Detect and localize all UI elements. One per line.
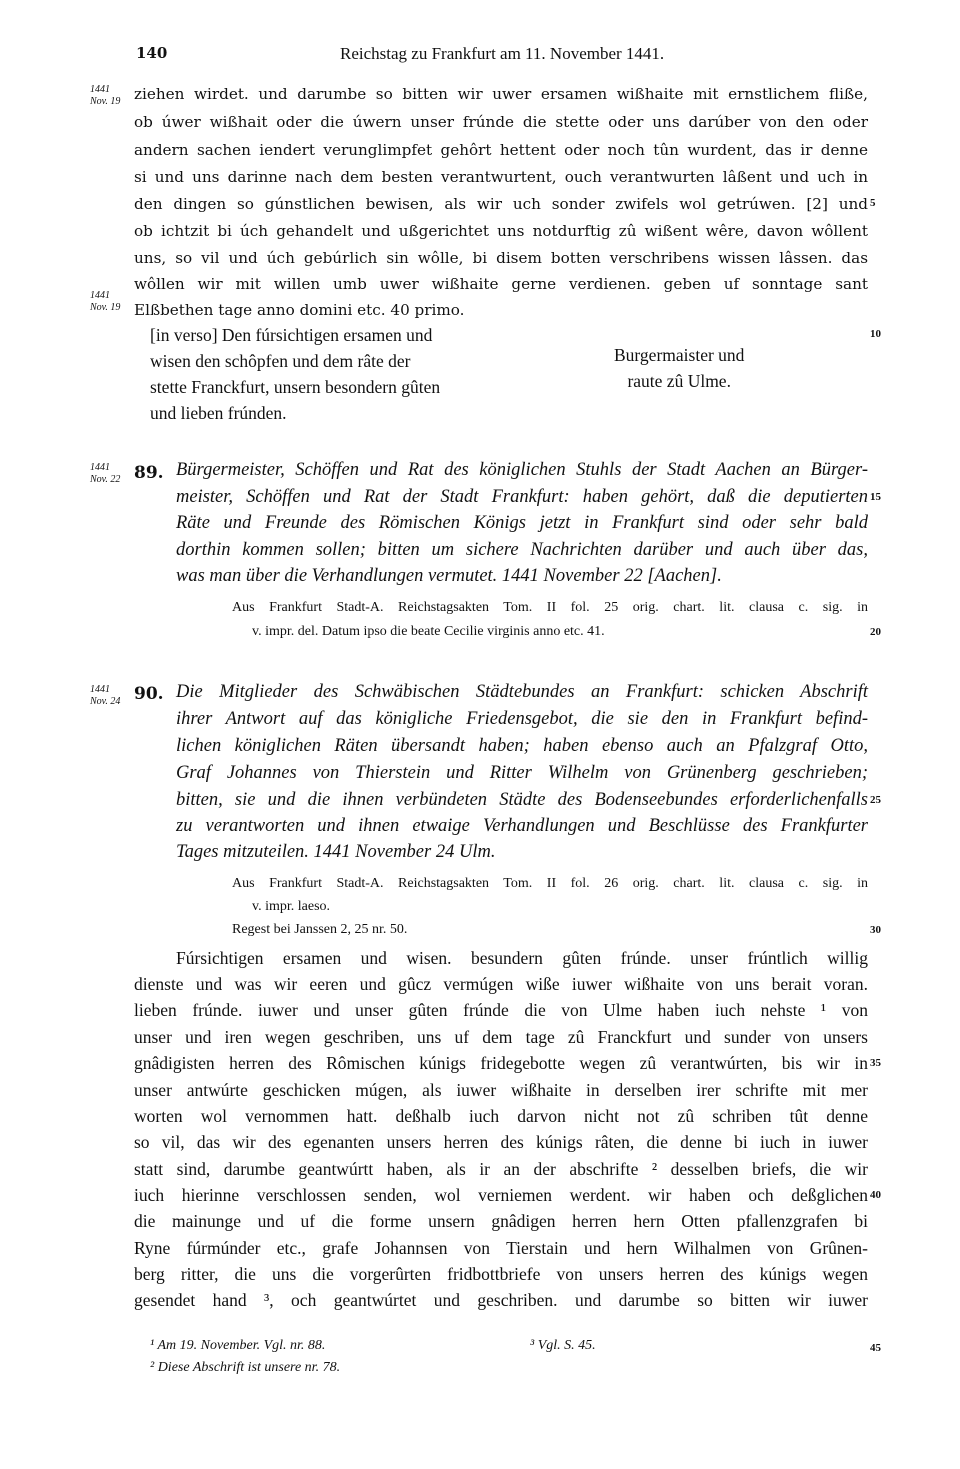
text-line: si und uns darinne nach dem besten verantwurtent, ouch verantwurten lâßent und uch in xyxy=(134,168,868,186)
text-line: Elßbethen tage anno domini etc. 40 primo. xyxy=(134,301,465,319)
text-line: ob ichtzit bi úch gehandelt und ußgerichtet uns notdurftig zû wißent wêre, davon wôllent xyxy=(134,222,868,240)
margin-year: 1441 xyxy=(90,84,110,95)
source-line: v. impr. del. Datum ipso die beate Cecilie virginis anno etc. 41. xyxy=(252,624,605,639)
source-line: Aus Frankfurt Stadt-A. Reichstagsakten Tom. II fol. 26 orig. chart. lit. clausa c. sig. in xyxy=(232,876,868,891)
margin-year: 1441 xyxy=(90,462,110,473)
margin-date: Nov. 22 xyxy=(90,474,121,485)
address-line: und lieben frúnden. xyxy=(150,403,287,423)
source-line: v. impr. laeso. xyxy=(252,899,331,914)
letter-line: die mainunge und uf die forme unsern gnâdigen herren hern Otten pfallenzgrafen bi xyxy=(134,1211,868,1231)
letter-line: Ryne fúrmúnder etc., grafe Johannsen von Tierstain und hern Wilhalmen von Grûnen- xyxy=(134,1238,868,1258)
regest-line: meister, Schöffen und Rat der Stadt Frankfurt: haben gehört, daß die deputierten xyxy=(176,487,868,507)
regest-line: zu verantworten und ihnen etwaige Verhandlungen und Beschlüsse des Frankfurter xyxy=(176,816,868,836)
signature-line: Burgermaister und xyxy=(614,345,745,365)
entry-number: 89. xyxy=(134,463,164,483)
letter-line: gnâdigisten herren des Rômischen kúnigs fridegebotte wegen zû verantwúrten, bis wir in xyxy=(134,1053,868,1073)
address-line: stette Franckfurt, unsern besondern gûten xyxy=(150,377,441,397)
regest-line: Tages mitzuteilen. 1441 November 24 Ulm. xyxy=(176,842,496,862)
signature-line: raute zû Ulme. xyxy=(627,371,731,391)
letter-line: dienste und was wir eeren und gûcz vermúgen wiße iuwer wißhaite von uns berait voran. xyxy=(134,974,868,994)
regest-line: Bürgermeister, Schöffen und Rat des königlichen Stuhls der Stadt Aachen an Bürger- xyxy=(176,460,868,480)
margin-date: Nov. 24 xyxy=(90,696,121,707)
letter-line: gesendet hand ³, och geantwúrtet und geschriben. und darumbe so bitten wir iuwer xyxy=(134,1290,868,1310)
line-number: 10 xyxy=(870,328,881,340)
regest-line: ihrer Antwort auf das königliche Friedensgebot, die sie den in Frankfurt befind- xyxy=(176,709,868,729)
letter-line: lieben frúnde. iuwer und unser gûten frúnde die von Ulme haben iuch nehste ¹ von xyxy=(134,1000,868,1020)
footnote: ¹ Am 19. November. Vgl. nr. 88. xyxy=(150,1338,326,1353)
line-number: 25 xyxy=(870,794,881,806)
letter-line: iuch hierinne verschlossen senden, wol verniemen werdent. wir haben och deßglichen xyxy=(134,1185,868,1205)
letter-line: unser antwúrte geschicken múgen, als iuwer wißhaite in derselben irer schrifte mit mer xyxy=(134,1080,868,1100)
regest-line: Graf Johannes von Thierstein und Ritter Wilhelm von Grünenberg geschrieben; xyxy=(176,763,868,783)
running-title: Reichstag zu Frankfurt am 11. November 1441. xyxy=(340,44,665,63)
page-number: 140 xyxy=(136,44,168,62)
address-line: [in verso] Den fúrsichtigen ersamen und xyxy=(150,325,433,345)
address-line: wisen den schôpfen und dem râte der xyxy=(150,351,411,371)
margin-date-note xyxy=(90,684,132,708)
margin-date-note xyxy=(90,290,132,314)
text-line: ziehen wirdet. und darumbe so bitten wir uwer ersamen wißhaite mit ernstlichem fliße, xyxy=(134,85,868,103)
source-line: Regest bei Janssen 2, 25 nr. 50. xyxy=(232,922,408,937)
line-number: 35 xyxy=(870,1057,881,1069)
footnote: ³ Vgl. S. 45. xyxy=(530,1338,596,1353)
margin-year: 1441 xyxy=(90,290,110,301)
text-line: uns, so vil und úch gebúrlich sin wôlle, bi disem botten verschribens wissen lâssen. das xyxy=(134,249,868,267)
letter-line: statt sind, darumbe geantwúrtt haben, als ir an der abschrifte ² desselben briefs, die wir xyxy=(134,1159,868,1179)
text-line: andern sachen iendert verunglimpfet gehôrt hettent oder noch tûn wurdent, das ir denne xyxy=(134,141,868,159)
margin-date: Nov. 19 xyxy=(90,96,121,107)
text-line: wôllen wir mit willen umb uwer wißhaite gerne verdienen. geben uf sonntage sant xyxy=(134,275,868,293)
text-line: ob úwer wißhait oder die úwern unser frúnde die stette oder uns darúber von den oder xyxy=(134,113,868,131)
letter-line: Fúrsichtigen ersamen und wisen. besundern gûten frúnde. unser frúntlich willig xyxy=(176,948,868,968)
letter-line: worten wol vernommen hatt. deßhalb iuch darvon nicht not zû schriben tût denne xyxy=(134,1106,868,1126)
regest-line: bitten, sie und die ihnen verbündeten Städte des Bodenseebundes erforderlichenfalls xyxy=(176,790,868,810)
margin-year: 1441 xyxy=(90,684,110,695)
margin-date-note xyxy=(90,462,132,486)
signature-right xyxy=(614,342,744,394)
regest-line: Räte und Freunde des Römischen Königs jetzt in Frankfurt sind oder sehr bald xyxy=(176,513,868,533)
letter-line: unser und iren wegen geschriben, uns uf dem tage zû Franckfurt und sunder von unsers xyxy=(134,1027,868,1047)
regest-line: lichen königlichen Räten übersandt haben; haben ebenso auch an Pfalzgraf Otto, xyxy=(176,736,868,756)
page-header xyxy=(0,44,960,68)
line-number: 40 xyxy=(870,1189,881,1201)
regest-line: Die Mitglieder des Schwäbischen Städtebundes an Frankfurt: schicken Abschrift xyxy=(176,682,868,702)
address-left xyxy=(150,322,440,426)
letter-line: berg ritter, die uns die vorgerûrten fridbottbriefe von unsers herren des kúnigs wegen xyxy=(134,1264,868,1284)
line-number: 15 xyxy=(870,491,881,503)
source-line: Aus Frankfurt Stadt-A. Reichstagsakten Tom. II fol. 25 orig. chart. lit. clausa c. sig. in xyxy=(232,600,868,615)
letter-line: so vil, das wir des egenanten unsers herren des kúnigs râten, die denne bi iuch in iuwer xyxy=(134,1132,868,1152)
regest-line: was man über die Verhandlungen vermutet. 1441 November 22 [Aachen]. xyxy=(176,566,722,586)
footnote: ² Diese Abschrift ist unsere nr. 78. xyxy=(150,1360,341,1375)
text-line: den dingen so gúnstlichen bewisen, als wir uch sonder zwifels wol getrúwen. [2] und xyxy=(134,195,868,213)
line-number: 45 xyxy=(870,1342,881,1354)
regest-line: dorthin kommen sollen; bitten um sichere Nachrichten darüber und auch über das, xyxy=(176,540,868,560)
margin-date: Nov. 19 xyxy=(90,302,121,313)
line-number: 5 xyxy=(870,197,876,209)
line-number: 30 xyxy=(870,924,881,936)
margin-date-note xyxy=(90,84,132,108)
entry-number: 90. xyxy=(134,684,164,704)
line-number: 20 xyxy=(870,626,881,638)
